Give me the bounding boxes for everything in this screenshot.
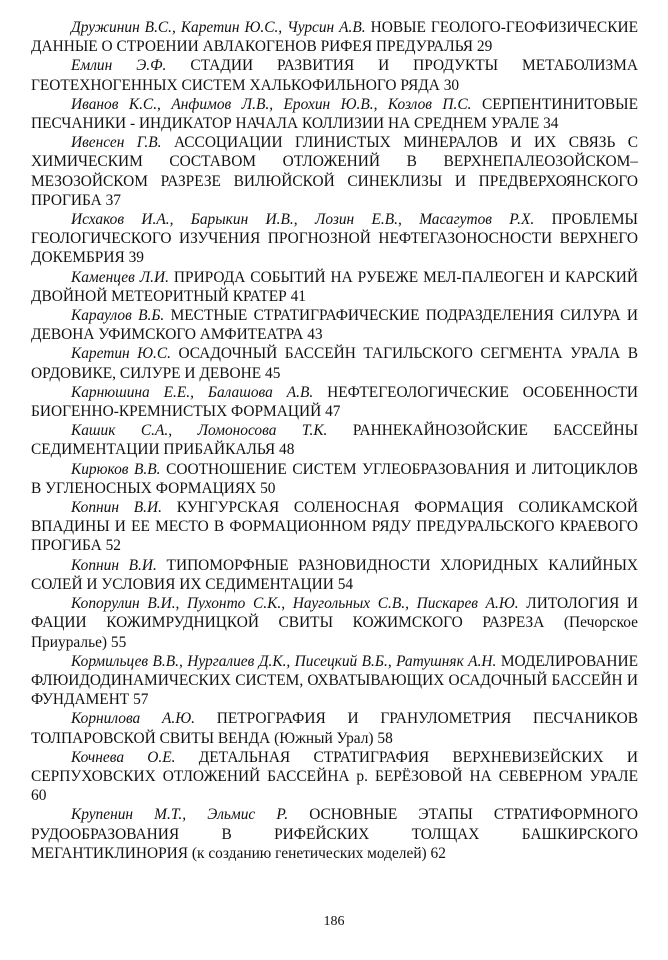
toc-entry-page: 37 <box>105 191 121 209</box>
toc-entry-title: МЕСТНЫЕ СТРАТИГРАФИЧЕСКИЕ ПОДРАЗДЕЛЕНИЯ СИЛУРА И ДЕВОНА УФИМСКОГО АМФИТЕАТРА <box>31 307 638 344</box>
toc-entry-page: 55 <box>110 633 127 651</box>
toc-entry-page: 30 <box>443 76 460 94</box>
toc-entry-text <box>31 709 638 747</box>
toc-entry-title: НЕФТЕГЕОЛОГИЧЕСКИЕ ОСОБЕННОСТИ БИОГЕННО-КРЕМНИСТЫХ ФОРМАЦИЙ <box>31 383 638 421</box>
toc-entry <box>31 210 638 268</box>
toc-entry <box>31 95 638 133</box>
toc-entry-title: ПЕТРОГРАФИЯ И ГРАНУЛОМЕТРИЯ ПЕСЧАНИКОВ ТОЛПАРОВСКОЙ СВИТЫ ВЕНДА (Южный Урал) <box>31 710 638 747</box>
toc-entry-page: 29 <box>476 38 493 56</box>
toc-entry <box>31 383 638 421</box>
toc-entry-leader <box>444 76 636 95</box>
toc-entry-page: 57 <box>133 691 149 709</box>
toc-entry-title: КУНГУРСКАЯ СОЛЕНОСНАЯ ФОРМАЦИЯ СОЛИКАМСКОЙ ВПАДИНЫ И ЕЕ МЕСТО В ФОРМАЦИОННОМ РЯДУ ПРЕДУРАЛЬСКОГО КРАЕВОГО ПРОГИБА <box>31 499 638 555</box>
toc-entry-text <box>31 95 638 133</box>
toc-entry-authors: Дружинин В.С., Каретин Ю.С., Чурсин А.В. <box>71 19 366 36</box>
toc-entry-text <box>31 133 638 210</box>
toc-entry-page: 54 <box>337 575 354 593</box>
toc-entry-title: ОСАДОЧНЫЙ БАССЕЙН ТАГИЛЬСКОГО СЕГМЕНТА УРАЛА В ОРДОВИКЕ, СИЛУРЕ И ДЕВОНЕ <box>31 345 638 382</box>
toc-entry-leader <box>106 191 636 210</box>
toc-entry-title: ДЕТАЛЬНАЯ СТРАТИГРАФИЯ ВЕРХНЕВИЗЕЙСКИХ И СЕРПУХОВСКИХ ОТЛОЖЕНИЙ БАССЕЙНА р. БЕРЁЗОВОЙ НА СЕВЕРНОМ УРАЛЕ <box>31 748 638 785</box>
toc-entry-text <box>31 652 638 710</box>
toc-entry <box>31 748 638 806</box>
toc-entry <box>31 268 638 306</box>
toc-entry-leader <box>325 402 636 421</box>
toc-entry-title: ОСНОВНЫЕ ЭТАПЫ СТРАТИФОРМНОГО РУДООБРАЗОВАНИЯ В РИФЕЙСКИХ ТОЛЩАХ БАШКИРСКОГО МЕГАНТИКЛИНОРИЯ (к созданию генетических моделей) <box>31 806 638 862</box>
toc-entry-page: 41 <box>290 287 306 305</box>
toc-entry <box>31 460 638 498</box>
toc-entry-text <box>31 805 638 863</box>
toc-entry-leader <box>106 536 636 555</box>
toc-entry-title: ЛИТОЛОГИЯ И ФАЦИИ КОЖИМРУДНИЦКОЙ СВИТЫ КОЖИМСКОГО РАЗРЕЗА (Печорское Приуралье) <box>31 595 638 651</box>
toc-entry-text <box>31 344 638 382</box>
toc-entry-authors: Ивенсен Г.В. <box>71 134 162 152</box>
toc-entry-title: РАННЕКАЙНОЗОЙСКИЕ БАССЕЙНЫ СЕДИМЕНТАЦИИ ПРИБАЙКАЛЬЯ <box>31 422 639 459</box>
toc-entry-authors: Емлин Э.Ф. <box>71 57 167 75</box>
toc-entry-page: 50 <box>260 479 276 497</box>
toc-entry-text <box>31 56 638 94</box>
toc-entry-text <box>31 210 638 268</box>
toc-entry-leader <box>260 479 636 498</box>
toc-entry-page: 52 <box>105 537 121 555</box>
toc-entry-text <box>31 421 638 459</box>
toc-entry-text <box>31 383 638 421</box>
toc-entry <box>31 56 638 94</box>
toc-entry-authors: Корнилова А.Ю. <box>71 710 195 728</box>
toc-entry-authors: Исхаков И.А., Барыкин И.В., Лозин Е.В., Масагутов Р.Х. <box>71 211 535 229</box>
toc-entry-page: 39 <box>128 249 144 267</box>
toc-entry-authors: Каменцев Л.И. <box>71 268 169 286</box>
toc-entry-leader <box>431 844 636 863</box>
toc-entry-leader <box>129 248 636 267</box>
toc-entry <box>31 709 638 747</box>
toc-entry <box>31 805 638 863</box>
toc-entry-page: 62 <box>430 844 446 862</box>
toc-entry-title: СООТНОШЕНИЕ СИСТЕМ УГЛЕОБРАЗОВАНИЯ И ЛИТОЦИКЛОВ В УГЛЕНОСНЫХ ФОРМАЦИЯХ <box>31 460 638 497</box>
toc-entry-leader <box>477 37 636 56</box>
toc-entry <box>31 344 638 382</box>
toc-entry <box>31 306 638 344</box>
toc-entry-authors: Кашик С.А., Ломоносова Т.К. <box>71 422 328 440</box>
toc-entry-title: НОВЫЕ ГЕОЛОГО-ГЕОФИЗИЧЕСКИЕ ДАННЫЕ О СТРОЕНИИ АВЛАКОГЕНОВ РИФЕЯ ПРЕДУРАЛЬЯ <box>31 19 638 56</box>
toc-entry-authors: Кирюков В.В. <box>71 460 161 478</box>
toc-entry-page: 48 <box>279 441 295 459</box>
toc-entry-title: ПРОБЛЕМЫ ГЕОЛОГИЧЕСКОГО ИЗУЧЕНИЯ ПРОГНОЗНОЙ НЕФТЕГАЗОНОСНОСТИ ВЕРХНЕГО ДОКЕМБРИЯ <box>31 211 638 267</box>
toc-entry <box>31 133 638 210</box>
toc-entry-text <box>31 18 638 56</box>
toc-entry-text <box>31 748 638 806</box>
toc-entry-title: ТИПОМОРФНЫЕ РАЗНОВИДНОСТИ ХЛОРИДНЫХ КАЛИЙНЫХ СОЛЕЙ И УСЛОВИЯ ИХ СЕДИМЕНТАЦИИ <box>31 556 638 593</box>
toc-entry-text <box>31 268 638 306</box>
toc-entry <box>31 556 638 594</box>
toc-entry-title: АССОЦИАЦИИ ГЛИНИСТЫХ МИНЕРАЛОВ И ИХ СВЯЗЬ С ХИМИЧЕСКИМ СОСТАВОМ ОТЛОЖЕНИЙ В ВЕРХНЕПАЛЕОЗОЙСКОМ–МЕЗОЗОЙСКОМ РАЗРЕЗЕ ВИЛЮЙСКОЙ СИНЕКЛИЗЫ И ПРЕДВЕРХОЯНСКОГО ПРОГИБА <box>31 134 638 209</box>
toc-entry-leader <box>31 786 636 805</box>
toc-entry-authors: Каретин Ю.С. <box>71 345 171 363</box>
toc-entry <box>31 594 638 652</box>
toc-entry-leader <box>377 729 636 748</box>
toc-entry-title: СТАДИИ РАЗВИТИЯ И ПРОДУКТЫ МЕТАБОЛИЗМА ГЕОТЕХНОГЕННЫХ СИСТЕМ ХАЛЬКОФИЛЬНОГО РЯДА <box>31 57 638 94</box>
toc-entry-leader <box>111 633 636 652</box>
toc-entry-text <box>31 306 638 344</box>
toc-entry-leader <box>307 325 636 344</box>
toc-entry-authors: Копорулин В.И., Пухонто С.К., Наугольных С.В., Пискарев А.Ю. <box>71 595 519 613</box>
toc-entry-page: 60 <box>31 787 47 805</box>
toc-entry-authors: Копнин В.И. <box>71 499 162 517</box>
toc-entry-leader <box>291 287 636 306</box>
toc-entry-leader <box>265 364 636 383</box>
toc-entry <box>31 18 638 56</box>
toc-entry-authors: Караулов В.Б. <box>71 307 165 325</box>
toc-entry-authors: Крупенин М.Т., Эльмис Р. <box>71 806 289 824</box>
toc-entry-text <box>31 498 638 556</box>
toc-entry-page: 45 <box>265 364 281 382</box>
toc-entry <box>31 652 638 710</box>
toc-entry-page: 47 <box>325 403 341 421</box>
toc-entry-text <box>31 460 638 498</box>
toc-entry-page: 34 <box>543 115 559 133</box>
table-of-contents <box>31 18 638 863</box>
toc-entry-title: СЕРПЕНТИНИТОВЫЕ ПЕСЧАНИКИ - ИНДИКАТОР НАЧАЛА КОЛЛИЗИИ НА СРЕДНЕМ УРАЛЕ <box>31 95 638 133</box>
toc-entry-page: 43 <box>307 326 323 344</box>
toc-entry-authors: Копнин В.И. <box>71 556 157 574</box>
toc-entry-leader <box>338 575 636 594</box>
toc-entry-leader <box>279 440 636 459</box>
toc-entry-authors: Кочнева О.Е. <box>71 748 176 766</box>
toc-entry-authors: Карнюшина Е.Е., Балашова А.В. <box>71 383 314 401</box>
toc-entry-title: ПРИРОДА СОБЫТИЙ НА РУБЕЖЕ МЕЛ-ПАЛЕОГЕН И КАРСКИЙ ДВОЙНОЙ МЕТЕОРИТНЫЙ КРАТЕР <box>31 268 638 305</box>
toc-entry-leader <box>133 690 636 709</box>
toc-entry-title: МОДЕЛИРОВАНИЕ ФЛЮИДОДИНАМИЧЕСКИХ СИСТЕМ, ОХВАТЫВАЮЩИХ ОСАДОЧНЫЙ БАССЕЙН И ФУНДАМЕНТ <box>31 652 638 709</box>
toc-entry-leader <box>543 114 636 133</box>
toc-entry-authors: Иванов К.С., Анфимов Л.В., Ерохин Ю.В., Козлов П.С. <box>71 95 472 113</box>
toc-entry-text <box>31 594 638 652</box>
toc-entry-page: 58 <box>377 729 393 747</box>
toc-entry <box>31 421 638 459</box>
toc-entry-text <box>31 556 638 594</box>
toc-entry <box>31 498 638 556</box>
toc-entry-authors: Кормильцев В.В., Нургалиев Д.К., Писецкий В.Б., Ратушняк А.Н. <box>71 652 497 670</box>
page-number: 186 <box>323 914 345 929</box>
